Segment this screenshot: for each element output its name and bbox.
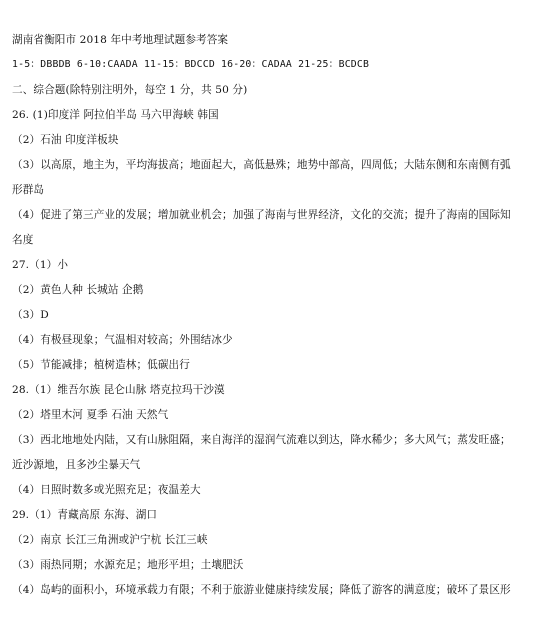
answer-line-28-4: （4）日照时数多或光照充足；夜温差大 [12,484,201,496]
answer-line-29-2: （2）南京 长江三角洲或沪宁杭 长江三峡 [12,534,208,546]
answer-line-28-3: （3）西北地地处内陆，又有山脉阻隔，来自海洋的湿润气流难以到达，降水稀少；多大风气；蒸发旺盛； [12,434,511,446]
answer-line-27-4: （4）有极昼现象；气温相对较高；外围结冰少 [12,334,233,346]
answer-line-26-3-cont: 形群岛 [12,184,45,196]
answer-line-27-1: 27.（1）小 [12,259,69,271]
answer-line-26-1: 26. (1)印度洋 阿拉伯半岛 马六甲海峡 韩国 [12,109,219,121]
answer-line-26-4-cont: 名度 [12,234,34,246]
multiple-choice-answers: 1-5：DBBDB 6-10:CAADA 11-15：BDCCD 16-20：CADAA 21-25：BCDCB [12,59,370,70]
answer-line-27-3: （3）D [12,309,49,321]
answer-line-28-3-cont: 近沙源地，且多沙尘暴天气 [12,459,141,471]
answer-line-29-3: （3）雨热同期；水源充足；地形平坦；土壤肥沃 [12,559,244,571]
document-title: 湖南省衡阳市 2018 年中考地理试题参考答案 [12,34,229,46]
answer-line-27-2: （2）黄色人种 长城站 企鹅 [12,284,144,296]
answer-line-29-4: （4）岛屿的面积小，环境承载力有限；不利于旅游业健康持续发展；降低了游客的满意度；破坏了景区形 [12,584,511,596]
section-heading: 二、综合题(除特别注明外，每空 1 分，共 50 分) [12,84,248,96]
answer-line-29-1: 29.（1）青藏高原 东海、湖口 [12,509,158,521]
answer-line-27-5: （5）节能减排；植树造林；低碳出行 [12,359,190,371]
answer-line-28-1: 28.（1）维吾尔族 昆仑山脉 塔克拉玛干沙漠 [12,384,225,396]
answer-line-26-4: （4）促进了第三产业的发展；增加就业机会；加强了海南与世界经济，文化的交流；提升了海南的国际知 [12,209,511,221]
answer-line-26-2: （2）石油 印度洋板块 [12,134,119,146]
answer-line-26-3: （3）以高原，地主为，平均海拔高；地面起大，高低悬殊；地势中部高，四周低；大陆东侧和东南侧有弧 [12,159,511,171]
answer-line-28-2: （2）塔里木河 夏季 石油 天然气 [12,409,169,421]
